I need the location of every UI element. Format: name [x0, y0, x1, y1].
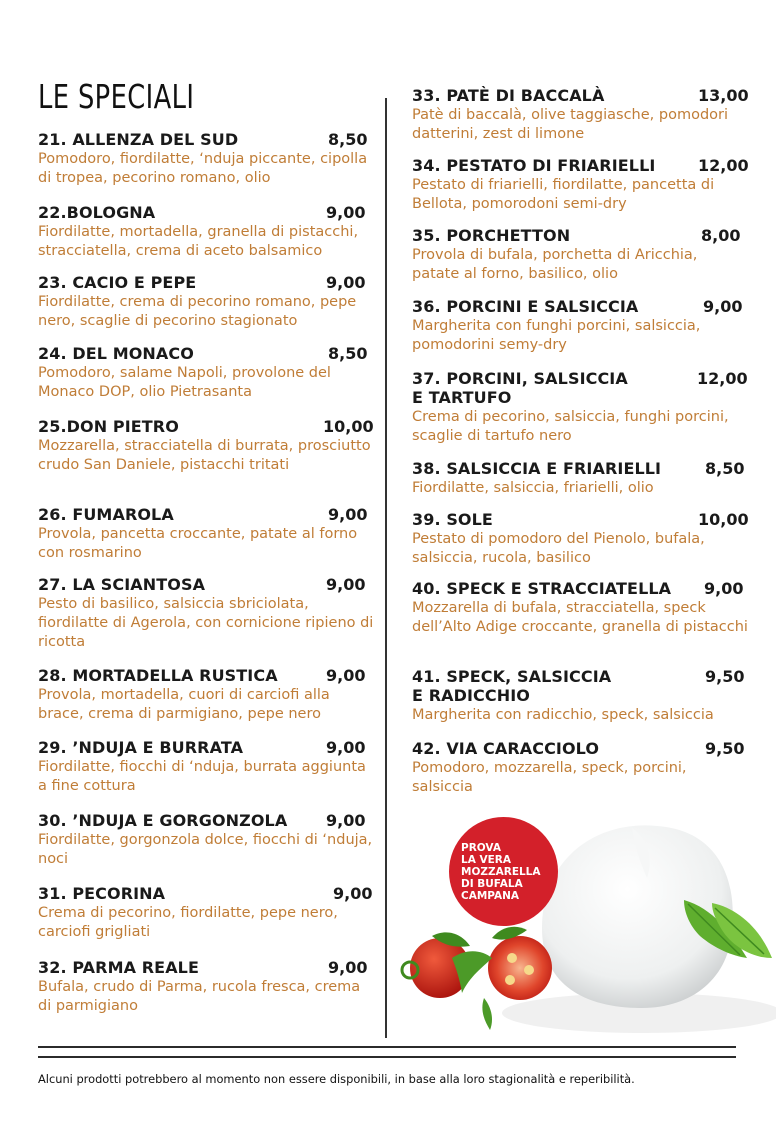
menu-item [38, 344, 374, 402]
menu-item-price: 12,00 [697, 369, 748, 388]
menu-item-description: Fiordilatte, mortadella, granella di pistacchi, stracciatella, crema di aceto balsamico [38, 224, 359, 259]
menu-item-price: 10,00 [698, 510, 749, 529]
menu-item [412, 369, 748, 446]
menu-item-description: Mozzarella di bufala, stracciatella, speck dell’Alto Adige croccante, granella di pistacchi [412, 600, 748, 635]
availability-note: Alcuni prodotti potrebbero al momento non essere disponibili, in base alla loro stagionalità e reperibilità. [38, 1072, 635, 1086]
menu-item-description: Margherita con radicchio, speck, salsiccia [412, 707, 714, 723]
menu-item-description: Provola di bufala, porchetta di Aricchia, patate al forno, basilico, olio [412, 247, 698, 282]
menu-item-price: 8,00 [701, 226, 741, 245]
menu-item-price: 9,50 [705, 739, 745, 758]
menu-item-price: 9,00 [326, 738, 366, 757]
menu-item [412, 297, 748, 355]
menu-item-name: 38. SALSICCIA E FRIARIELLI [412, 459, 662, 478]
promo-badge-line: MOZZARELLA [461, 865, 541, 878]
menu-item-price: 9,00 [704, 579, 744, 598]
menu-item-price: 8,50 [328, 130, 368, 149]
menu-item [38, 666, 374, 724]
menu-item-price: 13,00 [698, 86, 749, 105]
menu-item [38, 884, 374, 942]
menu-item-name: 37. PORCINI, SALSICCIA E TARTUFO [412, 369, 628, 407]
menu-item-name: 30. ’NDUJA E GORGONZOLA [38, 811, 288, 830]
menu-item [38, 958, 374, 1016]
menu-item-price: 9,00 [333, 884, 373, 903]
menu-item-name: 31. PECORINA [38, 884, 166, 903]
menu-item-name: 24. DEL MONACO [38, 344, 194, 363]
menu-item [412, 739, 748, 797]
menu-item [38, 273, 374, 331]
menu-item-description: Pesto di basilico, salsiccia sbriciolata, fiordilatte di Agerola, con cornicione ripieno di ricotta [38, 596, 374, 650]
menu-item-description: Fiordilatte, fiocchi di ‘nduja, burrata aggiunta a fine cottura [38, 759, 366, 794]
promo-badge-line: CAMPANA [461, 889, 520, 902]
menu-item [38, 738, 374, 796]
menu-item [38, 575, 374, 652]
menu-item-price: 9,00 [328, 505, 368, 524]
menu-item-price: 9,00 [326, 811, 366, 830]
menu-item-name: 32. PARMA REALE [38, 958, 200, 977]
mozzarella-tomato-illustration [392, 808, 776, 1038]
menu-item-price: 9,00 [326, 575, 366, 594]
menu-item-description: Pomodoro, mozzarella, speck, porcini, salsiccia [412, 760, 687, 795]
menu-item-description: Crema di pecorino, fiordilatte, pepe nero, carciofi grigliati [38, 905, 338, 940]
menu-item-price: 10,00 [323, 417, 374, 436]
menu-item-name: 42. VIA CARACCIOLO [412, 739, 600, 758]
menu-item-description: Mozzarella, stracciatella di burrata, prosciutto crudo San Daniele, pistacchi tritati [38, 438, 371, 473]
menu-item-price: 9,50 [705, 667, 745, 686]
menu-item-name: 21. ALLENZA DEL SUD [38, 130, 239, 149]
promo-badge-line: DI BUFALA [461, 877, 523, 890]
menu-item-name: 26. FUMAROLA [38, 505, 174, 524]
menu-item [412, 579, 748, 637]
menu-item-description: Pomodoro, fiordilatte, ‘nduja piccante, cipolla di tropea, pecorino romano, olio [38, 151, 368, 186]
menu-item-name: 41. SPECK, SALSICCIA E RADICCHIO [412, 667, 612, 705]
menu-item-description: Pomodoro, salame Napoli, provolone del Monaco DOP, olio Pietrasanta [38, 365, 331, 400]
menu-item [412, 226, 748, 284]
menu-item-price: 9,00 [328, 958, 368, 977]
menu-item-description: Fiordilatte, salsiccia, friarielli, olio [412, 480, 654, 496]
menu-item-description: Patè di baccalà, olive taggiasche, pomodori datterini, zest di limone [412, 107, 729, 142]
menu-item-name: 28. MORTADELLA RUSTICA [38, 666, 278, 685]
menu-item-description: Crema di pecorino, salsiccia, funghi porcini, scaglie di tartufo nero [412, 409, 729, 444]
menu-item-name: 40. SPECK E STRACCIATELLA [412, 579, 672, 598]
menu-item-name: 36. PORCINI E SALSICCIA [412, 297, 639, 316]
menu-item-description: Fiordilatte, crema di pecorino romano, pepe nero, scaglie di pecorino stagionato [38, 294, 357, 329]
menu-item-price: 12,00 [698, 156, 749, 175]
menu-item-description: Provola, pancetta croccante, patate al forno con rosmarino [38, 526, 358, 561]
promo-badge [449, 817, 558, 926]
menu-item-name: 22.BOLOGNA [38, 203, 156, 222]
menu-item-name: 35. PORCHETTON [412, 226, 571, 245]
menu-item [412, 459, 748, 498]
menu-item [38, 811, 374, 869]
menu-item-description: Fiordilatte, gorgonzola dolce, fiocchi di ‘nduja, noci [38, 832, 373, 867]
menu-item-price: 8,50 [328, 344, 368, 363]
menu-item-description: Pestato di pomodoro del Pienolo, bufala, salsiccia, rucola, basilico [412, 531, 705, 566]
menu-item-price: 8,50 [705, 459, 745, 478]
menu-item [412, 667, 748, 725]
promo-badge-line: PROVA [461, 841, 501, 854]
menu-item-price: 9,00 [326, 273, 366, 292]
menu-item-name: 39. SOLE [412, 510, 493, 529]
menu-item-name: 27. LA SCIANTOSA [38, 575, 206, 594]
menu-item-name: 29. ’NDUJA E BURRATA [38, 738, 244, 757]
menu-item-description: Pestato di friarielli, fiordilatte, pancetta di Bellota, pomorodoni semi-dry [412, 177, 715, 212]
column-divider [385, 98, 387, 1038]
menu-item [38, 203, 374, 261]
menu-item-name: 23. CACIO E PEPE [38, 273, 197, 292]
menu-item-name: 25.DON PIETRO [38, 417, 179, 436]
menu-item [38, 417, 374, 475]
menu-item-price: 9,00 [703, 297, 743, 316]
menu-item [412, 86, 748, 144]
menu-item-name: 33. PATÈ DI BACCALÀ [412, 86, 605, 105]
menu-item-description: Provola, mortadella, cuori di carciofi alla brace, crema di parmigiano, pepe nero [38, 687, 330, 722]
menu-item-name: 34. PESTATO DI FRIARIELLI [412, 156, 656, 175]
menu-item-price: 9,00 [326, 203, 366, 222]
menu-item-description: Bufala, crudo di Parma, rucola fresca, crema di parmigiano [38, 979, 361, 1014]
footer-rule-top [38, 1046, 736, 1048]
footer-rule-bottom [38, 1056, 736, 1058]
page-title: LE SPECIALI [38, 77, 195, 116]
menu-item [38, 505, 374, 563]
menu-item-description: Margherita con funghi porcini, salsiccia, pomodorini semy-dry [412, 318, 701, 353]
menu-item [38, 130, 374, 188]
menu-item-price: 9,00 [326, 666, 366, 685]
promo-badge-line: LA VERA [461, 853, 511, 866]
menu-item [412, 156, 748, 214]
menu-item [412, 510, 748, 568]
